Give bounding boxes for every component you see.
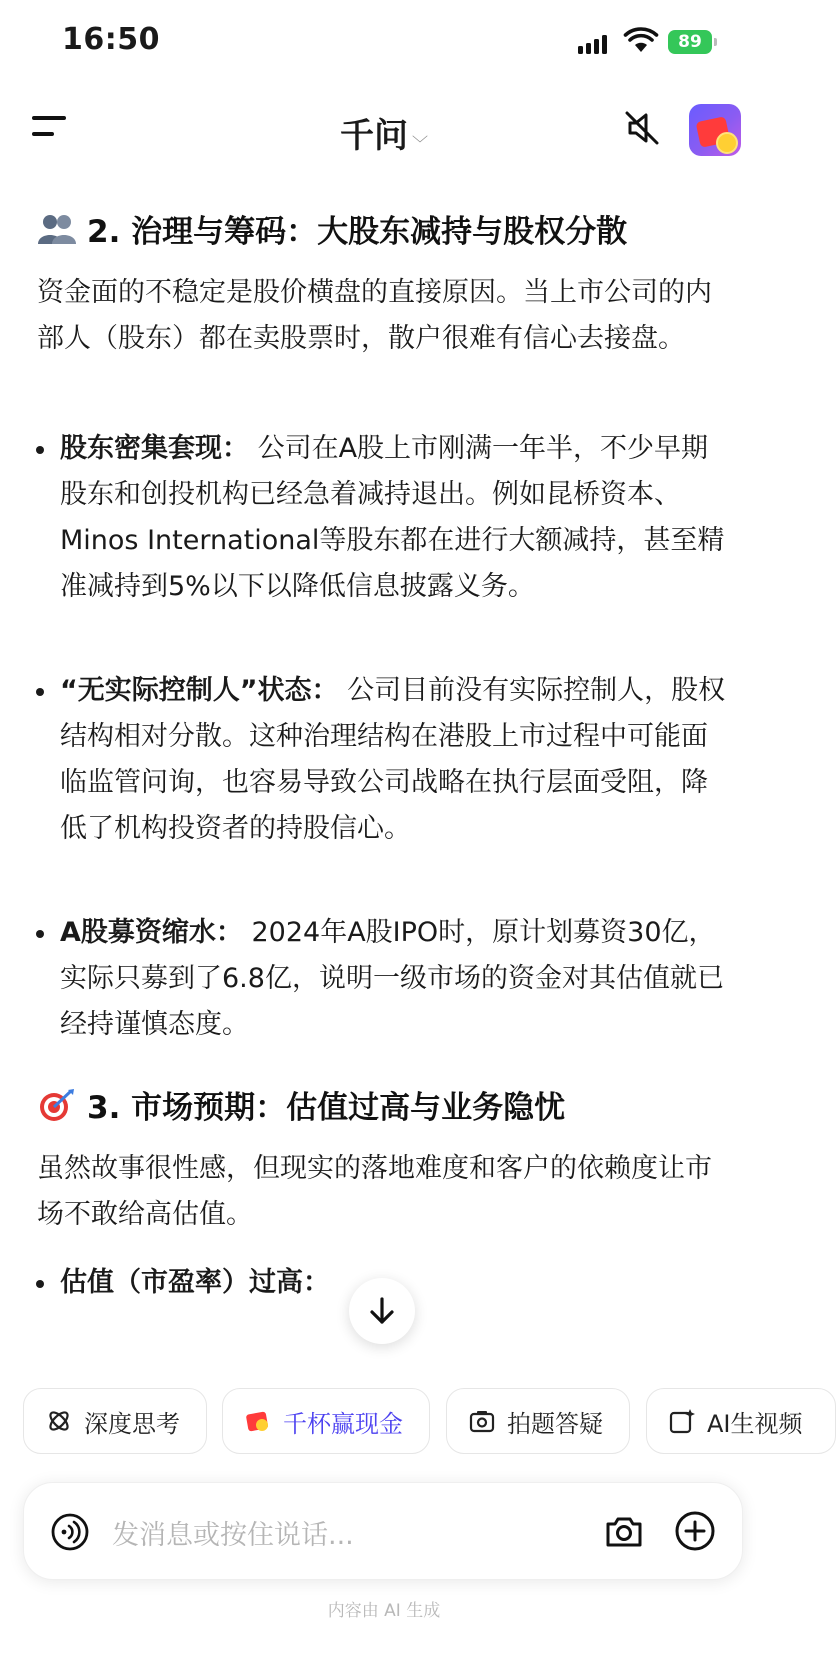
list-item	[60, 426, 732, 610]
camera-scan-icon	[469, 1408, 495, 1434]
chevron-down-icon: ﹀	[411, 134, 428, 153]
people-icon	[37, 212, 77, 246]
scroll-to-bottom-button[interactable]	[349, 1278, 415, 1344]
chip-label: 拍题答疑	[507, 1409, 603, 1438]
ai-generate-icon	[669, 1408, 695, 1434]
chip-ai-generate[interactable]	[646, 1388, 836, 1454]
page-title: 千问	[339, 116, 408, 156]
wifi-icon	[624, 28, 658, 54]
message-input[interactable]: 发消息或按住说话...	[112, 1520, 354, 1551]
list-item-title: A股募资缩水：	[60, 917, 243, 948]
section-intro: 虽然故事很性感，但现实的落地难度和客户的依赖度让市场不敢给高估值。	[37, 1153, 712, 1230]
ai-disclaimer: 内容由 AI 生成	[327, 1601, 441, 1621]
list-item-text: 公司在A股上市刚满一年半，不少早期股东和创投机构已经急着减持退出。例如昆桥资本、Minos International等股东都在进行大额减持，甚至精准减持到5%以下以降低信息披露义务。	[60, 433, 725, 602]
voice-input-icon[interactable]	[50, 1512, 90, 1552]
app-header	[0, 90, 768, 170]
battery-indicator	[668, 30, 712, 54]
chip-label: 深度思考	[84, 1409, 180, 1438]
section-heading	[37, 206, 627, 251]
chip-label: AI生视频	[707, 1409, 803, 1438]
speaker-muted-icon[interactable]	[622, 108, 662, 148]
red-envelope-icon	[245, 1408, 271, 1434]
chip-promo[interactable]	[222, 1388, 430, 1454]
list-item	[60, 668, 732, 852]
battery-level: 89	[668, 30, 712, 54]
brain-icon	[46, 1408, 72, 1434]
quick-action-bar	[0, 1388, 803, 1458]
section-heading-text: 3. 市场预期：估值过高与业务隐忧	[87, 1090, 566, 1126]
battery-cap	[714, 38, 717, 46]
cellular-signal-icon	[578, 34, 607, 54]
list-item	[60, 910, 732, 1048]
chip-deep-think[interactable]	[23, 1388, 207, 1454]
list-item-title: “无实际控制人”状态：	[60, 675, 339, 706]
section-heading-text: 2. 治理与筹码：大股东减持与股权分散	[87, 214, 628, 250]
camera-icon[interactable]	[604, 1511, 644, 1551]
list-item-title: 估值（市盈率）过高：	[60, 1267, 330, 1298]
chip-label: 千杯赢现金	[283, 1409, 403, 1438]
section-heading	[37, 1082, 565, 1127]
message-input-bar	[23, 1482, 743, 1580]
plus-icon[interactable]	[674, 1510, 716, 1552]
status-time: 16:50	[62, 22, 160, 57]
chat-message	[0, 170, 768, 1365]
status-bar	[0, 0, 768, 90]
chip-photo-question[interactable]	[446, 1388, 630, 1454]
list-item-text: 公司目前没有实际控制人，股权结构相对分散。这种治理结构在港股上市过程中可能面临监管问询，也容易导致公司战略在执行层面受阻，降低了机构投资者的持股信心。	[60, 675, 726, 844]
section-intro: 资金面的不稳定是股价横盘的直接原因。当上市公司的内部人（股东）都在卖股票时，散户很难有信心去接盘。	[37, 277, 712, 354]
target-icon	[37, 1088, 77, 1122]
list-item-title: 股东密集套现：	[60, 433, 249, 464]
list-item-text: 2024年A股IPO时，原计划募资30亿，实际只募到了6.8亿，说明一级市场的资金对其估值就已经持谨慎态度。	[60, 917, 724, 1040]
red-envelope-promo-icon[interactable]	[689, 104, 741, 156]
arrow-down-icon	[367, 1296, 397, 1326]
